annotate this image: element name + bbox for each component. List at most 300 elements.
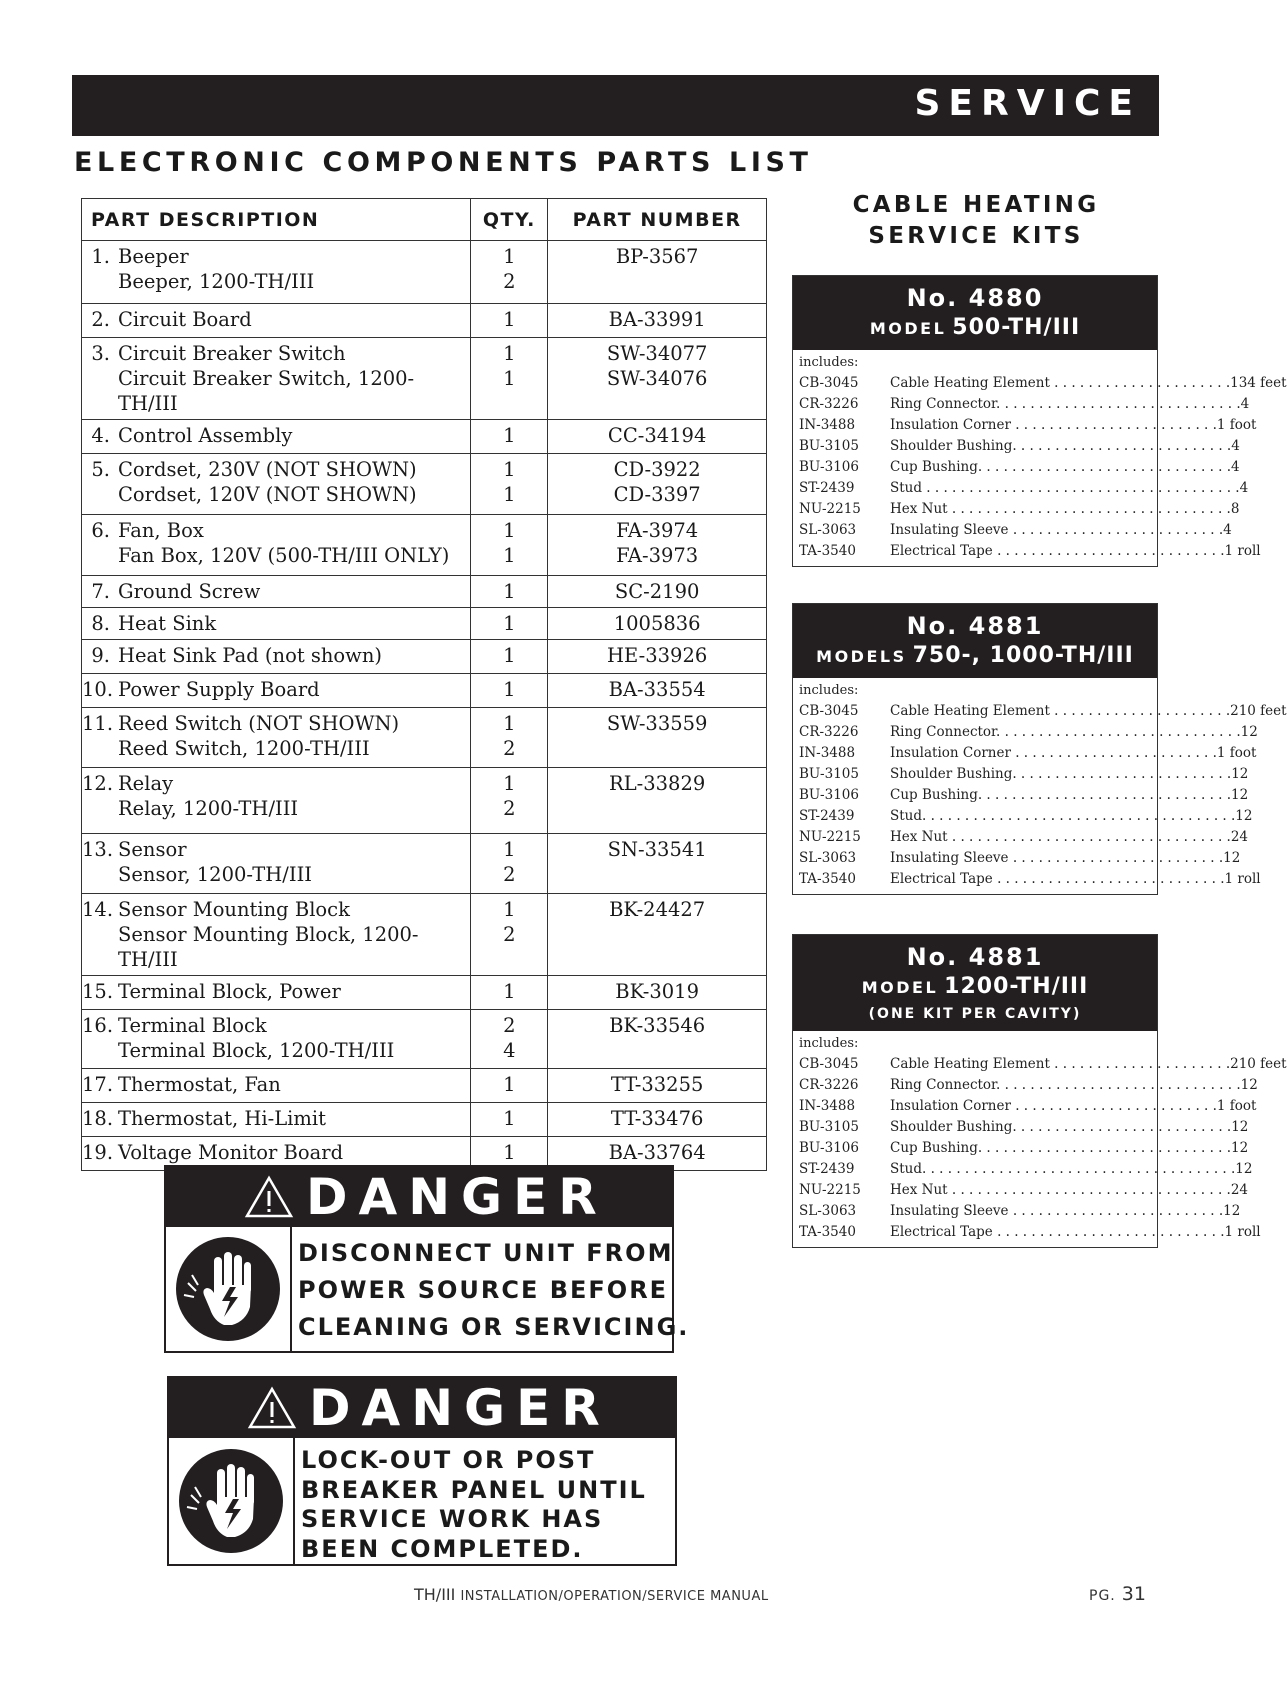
parts-table-header	[82, 199, 767, 241]
part-number-cell	[548, 976, 767, 1010]
qty-value: 1	[503, 838, 516, 861]
item-number	[82, 796, 118, 821]
part-description: Relay, 1200-TH/III	[118, 797, 299, 820]
part-description-cell	[82, 515, 471, 576]
kit-number: No. 4881	[906, 943, 1044, 971]
part-description: Reed Switch (NOT SHOWN)	[118, 712, 400, 735]
part-description-line	[82, 1038, 470, 1063]
part-description: Relay	[118, 772, 174, 795]
part-description: Fan, Box	[118, 519, 204, 542]
qty-cell	[471, 674, 548, 708]
part-number-cell	[548, 834, 767, 894]
kit-item-value: 12	[1231, 766, 1249, 782]
part-description-line	[82, 482, 470, 507]
part-description-line	[82, 1013, 470, 1038]
kit-item-code: TA-3540	[799, 543, 856, 559]
includes-label: includes:	[799, 683, 859, 698]
kit-item-value: 12	[1231, 787, 1249, 803]
qty-value: 1	[503, 772, 516, 795]
part-description: Heat Sink Pad (not shown)	[118, 644, 383, 667]
item-number	[82, 482, 118, 507]
kit-contents	[793, 678, 1287, 894]
header-part-number: PART NUMBER	[548, 199, 767, 241]
kit-item-row	[799, 722, 1258, 743]
kit-item-value: 12	[1240, 724, 1258, 740]
kit-item-row	[799, 1201, 1241, 1222]
qty-value: 2	[503, 1014, 516, 1037]
section-banner	[72, 75, 1159, 136]
danger-word: DANGER	[309, 1379, 611, 1437]
part-number-cell	[548, 640, 767, 674]
part-number: SN-33541	[607, 838, 707, 861]
part-description: Sensor Mounting Block	[118, 898, 350, 921]
part-number: TT-33476	[610, 1107, 704, 1130]
item-number: 11.	[82, 712, 114, 735]
qty-value: 1	[503, 612, 516, 635]
kit-item-desc: Insulation Corner . . . . . . . . . . . . . . . . . . . . . . . .	[890, 417, 1217, 433]
part-description: Cordset, 230V (NOT SHOWN)	[118, 458, 417, 481]
kit-item-desc: Electrical Tape . . . . . . . . . . . . . . . . . . . . . . . . . . .	[890, 1224, 1225, 1240]
kit-item-value: 8	[1230, 501, 1240, 517]
part-description: Heat Sink	[118, 612, 217, 635]
kit-item-value: 1 foot	[1216, 417, 1257, 433]
kit-item-desc: Hex Nut . . . . . . . . . . . . . . . . . . . . . . . . . . . . . . . . .	[890, 1182, 1231, 1198]
part-number: BK-33546	[609, 1014, 706, 1037]
page-number: 31	[1121, 1583, 1146, 1605]
item-number: 3.	[91, 342, 110, 365]
kit-item-row	[799, 457, 1240, 478]
table-row	[82, 454, 767, 515]
qty-value: 1	[503, 544, 516, 567]
kit-item-desc: Stud. . . . . . . . . . . . . . . . . . . . . . . . . . . . . . . . . . . . .	[890, 1161, 1236, 1177]
kit-item-desc: Cup Bushing. . . . . . . . . . . . . . . . . . . . . . . . . . . . . .	[890, 787, 1232, 803]
qty-cell	[471, 608, 548, 640]
qty-value: 2	[503, 737, 516, 760]
danger-box	[164, 1165, 690, 1353]
kit-item-code: IN-3488	[799, 745, 856, 761]
kit-note: (ONE KIT PER CAVITY)	[868, 1006, 1082, 1022]
part-description: Voltage Monitor Board	[118, 1141, 344, 1164]
table-row	[82, 1103, 767, 1137]
qty-cell	[471, 515, 548, 576]
part-number: CD-3922	[613, 458, 701, 481]
kits-title-line: SERVICE KITS	[868, 223, 1084, 249]
kit-item-code: CB-3045	[799, 1056, 859, 1072]
kit-item-row	[799, 1054, 1287, 1075]
danger-body	[166, 1227, 690, 1351]
part-number-cell	[548, 1010, 767, 1069]
part-description-line	[82, 579, 470, 604]
table-row	[82, 674, 767, 708]
kit-item-code: NU-2215	[799, 829, 861, 845]
kit-item-row	[799, 806, 1253, 827]
kit-item-code: BU-3105	[799, 766, 859, 782]
kit-number: No. 4880	[906, 284, 1044, 312]
electric-hand-icon	[177, 1447, 285, 1555]
danger-message-line: POWER SOURCE BEFORE	[298, 1276, 669, 1304]
part-number: BA-33554	[608, 678, 706, 701]
kit-item-desc: Insulating Sleeve . . . . . . . . . . . . . . . . . . . . . . . . .	[890, 522, 1224, 538]
warning-triangle-icon	[244, 1175, 294, 1219]
kit-item-desc: Stud. . . . . . . . . . . . . . . . . . . . . . . . . . . . . . . . . . . . .	[890, 808, 1236, 824]
kit-item-row	[799, 1138, 1249, 1159]
kit-item-row	[799, 1180, 1249, 1201]
item-number: 13.	[82, 838, 114, 861]
kit-item-value: 12	[1223, 1203, 1241, 1219]
kit-item-row	[799, 827, 1249, 848]
qty-cell	[471, 338, 548, 420]
footer-page-label: PG.	[1089, 1588, 1116, 1604]
item-number	[82, 1038, 118, 1063]
kit-item-desc: Cable Heating Element . . . . . . . . . . . . . . . . . . . . .	[890, 375, 1231, 391]
part-description: Power Supply Board	[118, 678, 320, 701]
kit-item-value: 4	[1239, 480, 1249, 496]
service-kit-box	[792, 275, 1287, 567]
table-row	[82, 608, 767, 640]
kit-model-label: MODEL	[869, 319, 947, 338]
danger-body	[169, 1438, 675, 1564]
qty-value: 1	[503, 483, 516, 506]
part-description-cell	[82, 1010, 471, 1069]
item-number: 18.	[82, 1107, 114, 1130]
part-description: Ground Screw	[118, 580, 261, 603]
kit-item-value: 1 foot	[1216, 745, 1257, 761]
danger-header	[169, 1378, 675, 1438]
includes-label: includes:	[799, 1036, 859, 1051]
part-number-cell	[548, 768, 767, 834]
table-row	[82, 515, 767, 576]
includes-label: includes:	[799, 355, 859, 370]
kit-model	[793, 641, 1157, 672]
parts-table	[81, 198, 767, 1171]
service-kit-box	[792, 934, 1287, 1248]
part-number: BK-24427	[609, 898, 706, 921]
kit-item-row	[799, 1159, 1253, 1180]
kit-header	[793, 935, 1157, 1031]
kit-contents	[793, 1031, 1287, 1247]
part-description-line	[82, 736, 470, 761]
kit-item-code: CR-3226	[799, 724, 859, 740]
danger-icon-panel	[169, 1438, 295, 1564]
kit-item-code: BU-3106	[799, 1140, 859, 1156]
kit-header	[793, 604, 1157, 678]
header-part-description: PART DESCRIPTION	[82, 199, 471, 241]
kit-item-code: CB-3045	[799, 375, 859, 391]
kit-item-desc: Shoulder Bushing. . . . . . . . . . . . . . . . . . . . . . . . . .	[890, 766, 1232, 782]
kit-item-desc: Insulating Sleeve . . . . . . . . . . . . . . . . . . . . . . . . .	[890, 850, 1224, 866]
qty-value: 1	[503, 980, 516, 1003]
kit-item-desc: Cup Bushing. . . . . . . . . . . . . . . . . . . . . . . . . . . . . .	[890, 459, 1232, 475]
qty-cell	[471, 834, 548, 894]
part-number-cell	[548, 1069, 767, 1103]
qty-value: 1	[503, 1073, 516, 1096]
item-number: 7.	[91, 580, 110, 603]
part-number-cell	[548, 454, 767, 515]
part-description: Terminal Block, 1200-TH/III	[118, 1039, 395, 1062]
part-number-cell	[548, 304, 767, 338]
kit-header	[793, 276, 1157, 350]
part-description-line	[82, 1072, 470, 1097]
item-number: 19.	[82, 1141, 114, 1164]
part-description: Circuit Breaker Switch, 1200-TH/III	[118, 367, 415, 415]
danger-message-line: CLEANING OR SERVICING.	[298, 1313, 690, 1341]
item-number: 5.	[91, 458, 110, 481]
part-description: Terminal Block	[118, 1014, 267, 1037]
kit-item-row	[799, 1096, 1257, 1117]
item-number	[82, 366, 118, 416]
kit-model-label: MODELS	[816, 647, 907, 666]
qty-value: 4	[503, 1039, 516, 1062]
item-number	[82, 736, 118, 761]
part-number: SW-34076	[606, 367, 708, 390]
qty-cell	[471, 976, 548, 1010]
part-description: Thermostat, Fan	[118, 1073, 281, 1096]
qty-value: 1	[503, 898, 516, 921]
part-description-line	[82, 677, 470, 702]
item-number: 16.	[82, 1014, 114, 1037]
qty-value: 2	[503, 923, 516, 946]
table-row	[82, 576, 767, 608]
part-description-line	[82, 518, 470, 543]
table-row	[82, 894, 767, 976]
part-description: Sensor	[118, 838, 187, 861]
item-number: 4.	[91, 424, 110, 447]
part-description: Sensor, 1200-TH/III	[118, 863, 312, 886]
item-number: 6.	[91, 519, 110, 542]
part-number-cell	[548, 708, 767, 768]
table-row	[82, 420, 767, 454]
danger-message-line: BREAKER PANEL UNTIL	[301, 1475, 647, 1504]
part-description-line	[82, 711, 470, 736]
item-number: 2.	[91, 308, 110, 331]
kit-item-row	[799, 394, 1250, 415]
kit-item-row	[799, 415, 1257, 436]
qty-value: 1	[503, 342, 516, 365]
table-row	[82, 976, 767, 1010]
kit-item-row	[799, 436, 1240, 457]
part-description: Circuit Board	[118, 308, 252, 331]
part-description: Sensor Mounting Block, 1200-TH/III	[118, 923, 419, 971]
table-row	[82, 241, 767, 304]
item-number	[82, 862, 118, 887]
part-number: BA-33991	[608, 308, 706, 331]
kit-item-value: 12	[1231, 1140, 1249, 1156]
part-description: Circuit Breaker Switch	[118, 342, 346, 365]
part-description: Reed Switch, 1200-TH/III	[118, 737, 370, 760]
kit-item-value: 12	[1240, 1077, 1258, 1093]
kit-item-value: 1 roll	[1224, 1224, 1261, 1240]
kit-item-desc: Ring Connector. . . . . . . . . . . . . . . . . . . . . . . . . . . . .	[890, 724, 1241, 740]
kit-item-row	[799, 869, 1261, 890]
kit-item-desc: Cable Heating Element . . . . . . . . . . . . . . . . . . . . .	[890, 1056, 1231, 1072]
part-description: Terminal Block, Power	[118, 980, 341, 1003]
part-description: Beeper	[118, 245, 189, 268]
part-description-line	[82, 837, 470, 862]
part-description-line	[82, 922, 470, 972]
part-number: 1005836	[613, 612, 701, 635]
kit-item-value: 1 roll	[1224, 543, 1261, 559]
table-row	[82, 708, 767, 768]
kit-item-row	[799, 743, 1257, 764]
kit-item-desc: Insulation Corner . . . . . . . . . . . . . . . . . . . . . . . .	[890, 745, 1217, 761]
kit-item-value: 24	[1230, 829, 1249, 845]
part-description-line	[82, 366, 470, 416]
danger-header	[166, 1167, 672, 1227]
part-description-line	[82, 643, 470, 668]
item-number: 17.	[82, 1073, 114, 1096]
part-description: Thermostat, Hi-Limit	[118, 1107, 326, 1130]
header-qty: QTY.	[471, 199, 548, 241]
kit-item-code: ST-2439	[799, 480, 855, 496]
danger-word: DANGER	[306, 1168, 608, 1226]
table-row	[82, 834, 767, 894]
part-number-cell	[548, 608, 767, 640]
kit-item-value: 12	[1235, 808, 1253, 824]
part-description-line	[82, 1140, 470, 1165]
danger-box	[167, 1376, 677, 1566]
qty-cell	[471, 708, 548, 768]
qty-cell	[471, 420, 548, 454]
part-number-cell	[548, 420, 767, 454]
part-number-cell	[548, 894, 767, 976]
table-row	[82, 768, 767, 834]
part-number-cell	[548, 338, 767, 420]
kit-item-desc: Insulation Corner . . . . . . . . . . . . . . . . . . . . . . . .	[890, 1098, 1217, 1114]
kit-item-code: SL-3063	[799, 1203, 857, 1219]
kit-item-desc: Hex Nut . . . . . . . . . . . . . . . . . . . . . . . . . . . . . . . . .	[890, 501, 1231, 517]
qty-value: 1	[503, 367, 516, 390]
part-description-cell	[82, 304, 471, 338]
kit-item-value: 12	[1231, 1119, 1249, 1135]
kit-item-code: CR-3226	[799, 396, 859, 412]
kit-item-row	[799, 478, 1249, 499]
part-number: SW-34077	[606, 342, 708, 365]
section-label: SERVICE	[914, 83, 1141, 124]
kit-item-value: 210 feet	[1230, 1056, 1287, 1072]
kit-item-code: IN-3488	[799, 1098, 856, 1114]
kit-item-code: BU-3105	[799, 1119, 859, 1135]
part-description: Control Assembly	[118, 424, 293, 447]
part-description-line	[82, 341, 470, 366]
part-description-cell	[82, 241, 471, 304]
part-description: Beeper, 1200-TH/III	[118, 270, 315, 293]
qty-value: 1	[503, 1107, 516, 1130]
part-number: RL-33829	[609, 772, 706, 795]
part-number: BK-3019	[615, 980, 699, 1003]
part-description-line	[82, 862, 470, 887]
danger-icon-panel	[166, 1227, 292, 1351]
qty-value: 1	[503, 519, 516, 542]
kit-item-code: BU-3105	[799, 438, 859, 454]
part-description-cell	[82, 576, 471, 608]
qty-value: 1	[503, 712, 516, 735]
kit-item-desc: Cable Heating Element . . . . . . . . . . . . . . . . . . . . .	[890, 703, 1231, 719]
kits-title	[791, 190, 1161, 252]
part-description-line	[82, 796, 470, 821]
qty-value: 2	[503, 863, 516, 886]
kit-model-label: MODEL	[861, 978, 939, 997]
part-number-cell	[548, 674, 767, 708]
item-number: 15.	[82, 980, 114, 1003]
item-number: 1.	[91, 245, 110, 268]
kit-item-code: NU-2215	[799, 1182, 861, 1198]
kit-item-row	[799, 520, 1232, 541]
item-number	[82, 269, 118, 294]
part-number: BP-3567	[615, 245, 699, 268]
kit-item-code: IN-3488	[799, 417, 856, 433]
kit-item-row	[799, 541, 1261, 562]
qty-value: 1	[503, 644, 516, 667]
kit-item-desc: Electrical Tape . . . . . . . . . . . . . . . . . . . . . . . . . . .	[890, 543, 1225, 559]
part-description-cell	[82, 454, 471, 515]
service-kit-box	[792, 603, 1287, 895]
danger-message	[295, 1438, 675, 1564]
kit-item-value: 4	[1240, 396, 1250, 412]
item-number: 9.	[91, 644, 110, 667]
qty-cell	[471, 640, 548, 674]
part-description-cell	[82, 708, 471, 768]
part-number: FA-3974	[616, 519, 699, 542]
item-number	[82, 922, 118, 972]
part-description-line	[82, 244, 470, 269]
kit-item-row	[799, 848, 1241, 869]
kit-model	[793, 972, 1157, 1003]
kit-item-row	[799, 785, 1249, 806]
qty-value: 1	[503, 678, 516, 701]
qty-value: 2	[503, 270, 516, 293]
part-description-cell	[82, 420, 471, 454]
kit-item-value: 4	[1231, 459, 1240, 475]
item-number: 8.	[91, 612, 110, 635]
part-description-line	[82, 457, 470, 482]
kit-item-desc: Shoulder Bushing. . . . . . . . . . . . . . . . . . . . . . . . . .	[890, 1119, 1232, 1135]
part-description-line	[82, 611, 470, 636]
qty-cell	[471, 576, 548, 608]
electric-hand-icon	[174, 1235, 282, 1343]
kit-item-row	[799, 701, 1287, 722]
kit-item-row	[799, 499, 1240, 520]
kit-number: No. 4881	[906, 612, 1044, 640]
part-number-cell	[548, 1103, 767, 1137]
part-number: BA-33764	[608, 1141, 706, 1164]
kit-item-code: CB-3045	[799, 703, 859, 719]
part-description-cell	[82, 894, 471, 976]
kit-item-code: BU-3106	[799, 787, 859, 803]
danger-message-line: DISCONNECT UNIT FROM	[298, 1239, 674, 1267]
item-number: 14.	[82, 898, 114, 921]
qty-cell	[471, 894, 548, 976]
qty-cell	[471, 241, 548, 304]
part-description-line	[82, 423, 470, 448]
part-description-line	[82, 897, 470, 922]
part-number: TT-33255	[610, 1073, 704, 1096]
part-description: Cordset, 120V (NOT SHOWN)	[118, 483, 417, 506]
kit-item-code: NU-2215	[799, 501, 861, 517]
part-number-cell	[548, 576, 767, 608]
part-description-cell	[82, 674, 471, 708]
kit-model	[793, 313, 1157, 344]
part-description-cell	[82, 640, 471, 674]
kit-item-desc: Hex Nut . . . . . . . . . . . . . . . . . . . . . . . . . . . . . . . . .	[890, 829, 1231, 845]
kit-item-code: TA-3540	[799, 1224, 856, 1240]
kit-item-value: 12	[1223, 850, 1241, 866]
part-number: HE-33926	[607, 644, 708, 667]
part-number: SC-2190	[614, 580, 700, 603]
kit-item-desc: Shoulder Bushing. . . . . . . . . . . . . . . . . . . . . . . . . .	[890, 438, 1232, 454]
table-row	[82, 338, 767, 420]
part-description: Fan Box, 120V (500-TH/III ONLY)	[118, 544, 450, 567]
kit-model-name: 1200-TH/III	[944, 974, 1089, 999]
